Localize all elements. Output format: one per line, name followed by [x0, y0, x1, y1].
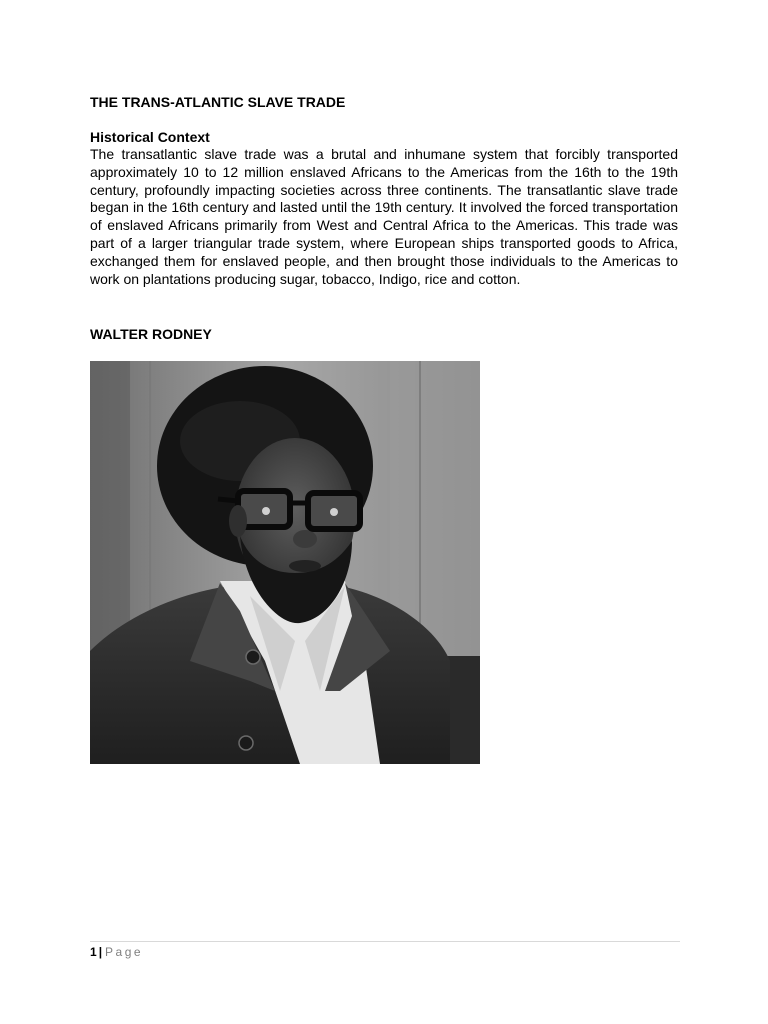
portrait-photo [90, 361, 480, 764]
section-heading-historical-context: Historical Context [90, 129, 210, 145]
historical-context-paragraph: The transatlantic slave trade was a brutal and inhumane system that forcibly transported approximately 10 to 12 million enslaved Africans to the Americas from the 16th to the 19th century, profoundly impacting societies across three continents. The transatlantic slave trade began in the 16th century and lasted until the 19th century. It involved the forced transportation of enslaved Africans primarily from West and Central Africa to the Americas. This trade was part of a larger triangular trade system, where European ships transported goods to Africa, exchanged them for enslaved people, and then brought those individuals to the Americas to work on plantations producing sugar, tobacco, Indigo, rice and cotton. [90, 146, 678, 287]
page-separator: | [98, 945, 103, 959]
page-label: Page [105, 945, 144, 959]
document-title: THE TRANS-ATLANTIC SLAVE TRADE [90, 94, 346, 110]
page-footer [90, 944, 143, 960]
person-heading: WALTER RODNEY [90, 326, 212, 342]
footer-divider [90, 941, 680, 942]
page-number: 1 [90, 945, 97, 959]
portrait-illustration [90, 361, 480, 764]
